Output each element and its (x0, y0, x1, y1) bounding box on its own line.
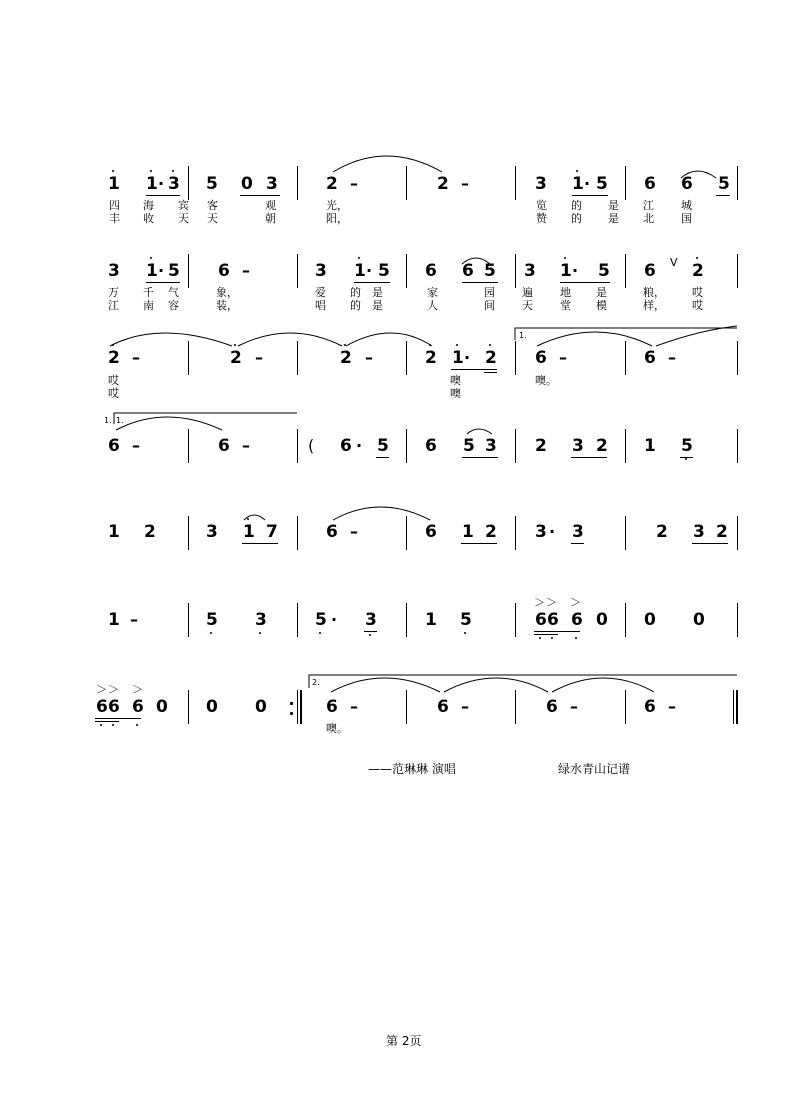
singer-credit: ——范琳琳 演唱 (368, 762, 456, 776)
transcriber-credit: 绿水青山记谱 (558, 762, 631, 776)
page-number: 第 2页 (386, 1034, 422, 1048)
breath-mark: V (670, 256, 678, 269)
